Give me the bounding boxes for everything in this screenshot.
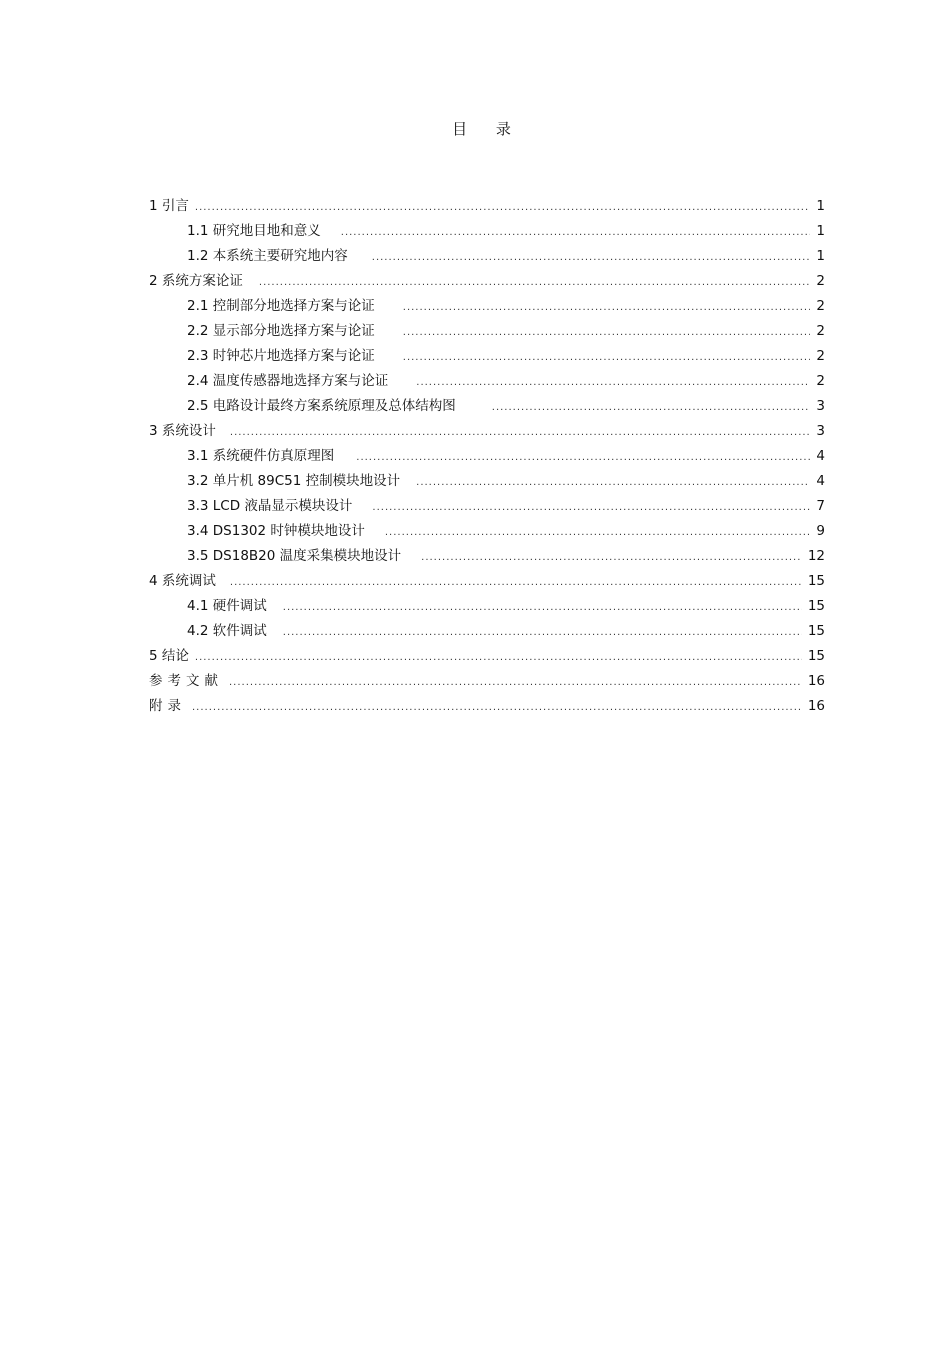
toc-entry[interactable] [149,394,825,419]
toc-entry-page-number: 4 [816,473,825,489]
toc-entry-leader-dots [403,320,811,345]
toc-entry-leader-dots [372,245,811,270]
toc-entry-leader-dots [229,670,802,695]
toc-entry[interactable] [149,544,825,569]
toc-entry-page-number: 2 [816,373,825,389]
toc-entry-label: 2.4 温度传感器地选择方案与论证 [187,373,389,389]
toc-entry-leader-dots [283,595,802,620]
toc-entry-label: 1 引言 [149,198,189,214]
table-of-contents [149,194,825,719]
toc-entry-page-number: 15 [807,598,825,614]
toc-entry[interactable] [149,419,825,444]
toc-entry[interactable] [149,294,825,319]
toc-entry[interactable] [149,569,825,594]
toc-entry-leader-dots [259,270,811,295]
toc-entry-page-number: 9 [816,523,825,539]
toc-entry[interactable] [149,669,825,694]
toc-entry-page-number: 15 [807,623,825,639]
toc-entry-leader-dots [230,420,811,445]
toc-entry-label: 3.1 系统硬件仿真原理图 [187,448,335,464]
toc-entry-leader-dots [372,495,810,520]
toc-entry[interactable] [149,244,825,269]
toc-entry[interactable] [149,369,825,394]
toc-entry-leader-dots [230,570,802,595]
toc-entry-leader-dots [403,295,811,320]
toc-entry[interactable] [149,494,825,519]
toc-entry-label: 4 系统调试 [149,573,216,589]
toc-entry[interactable] [149,319,825,344]
toc-entry[interactable] [149,444,825,469]
toc-entry-page-number: 2 [816,298,825,314]
toc-entry-page-number: 16 [807,698,825,714]
toc-entry-leader-dots [192,695,802,720]
toc-entry-page-number: 7 [816,498,825,514]
toc-entry[interactable] [149,619,825,644]
toc-entry-page-number: 2 [816,323,825,339]
toc-entry-label: 2 系统方案论证 [149,273,243,289]
toc-entry-leader-dots [416,470,810,495]
toc-entry-label: 3.5 DS18B20 温度采集模块地设计 [187,548,402,564]
toc-entry-label: 3.2 单片机 89C51 控制模块地设计 [187,473,401,489]
toc-entry-label: 附录 [149,698,186,714]
toc-entry[interactable] [149,594,825,619]
toc-entry-leader-dots [403,345,811,370]
toc-entry-label: 2.2 显示部分地选择方案与论证 [187,323,375,339]
toc-entry-label: 2.3 时钟芯片地选择方案与论证 [187,348,375,364]
toc-entry[interactable] [149,644,825,669]
toc-entry-leader-dots [195,195,811,220]
toc-entry-leader-dots [356,445,810,470]
toc-entry-page-number: 2 [816,348,825,364]
toc-entry-page-number: 1 [816,223,825,239]
toc-entry-leader-dots [283,620,802,645]
toc-title: 目 录 [452,120,523,138]
toc-entry-label: 3.3 LCD 液晶显示模块设计 [187,498,353,514]
toc-entry[interactable] [149,219,825,244]
toc-entry-page-number: 4 [816,448,825,464]
toc-entry-leader-dots [195,645,802,670]
toc-entry-label: 3 系统设计 [149,423,216,439]
toc-entry-label: 4.2 软件调试 [187,623,267,639]
toc-entry-leader-dots [385,520,811,545]
toc-entry-page-number: 12 [807,548,825,564]
toc-entry[interactable] [149,519,825,544]
toc-entry-leader-dots [421,545,802,570]
toc-entry-label: 5 结论 [149,648,189,664]
toc-entry[interactable] [149,469,825,494]
toc-entry-leader-dots [416,370,810,395]
toc-entry-label: 4.1 硬件调试 [187,598,267,614]
toc-entry[interactable] [149,694,825,719]
toc-entry[interactable] [149,344,825,369]
toc-entry-leader-dots [341,220,811,245]
toc-entry-page-number: 15 [807,573,825,589]
toc-entry-label: 3.4 DS1302 时钟模块地设计 [187,523,365,539]
toc-entry-page-number: 3 [816,423,825,439]
toc-entry-label: 参考文献 [149,673,223,689]
toc-entry-page-number: 1 [816,198,825,214]
toc-entry-leader-dots [492,395,811,420]
toc-entry-label: 1.1 研究地目地和意义 [187,223,321,239]
toc-entry-page-number: 15 [807,648,825,664]
toc-entry-label: 1.2 本系统主要研究地内容 [187,248,348,264]
toc-entry-page-number: 3 [816,398,825,414]
toc-entry[interactable] [149,269,825,294]
toc-entry-page-number: 16 [807,673,825,689]
toc-entry-label: 2.5 电路设计最终方案系统原理及总体结构图 [187,398,456,414]
toc-entry[interactable] [149,194,825,219]
toc-entry-label: 2.1 控制部分地选择方案与论证 [187,298,375,314]
toc-entry-page-number: 2 [816,273,825,289]
toc-entry-page-number: 1 [816,248,825,264]
